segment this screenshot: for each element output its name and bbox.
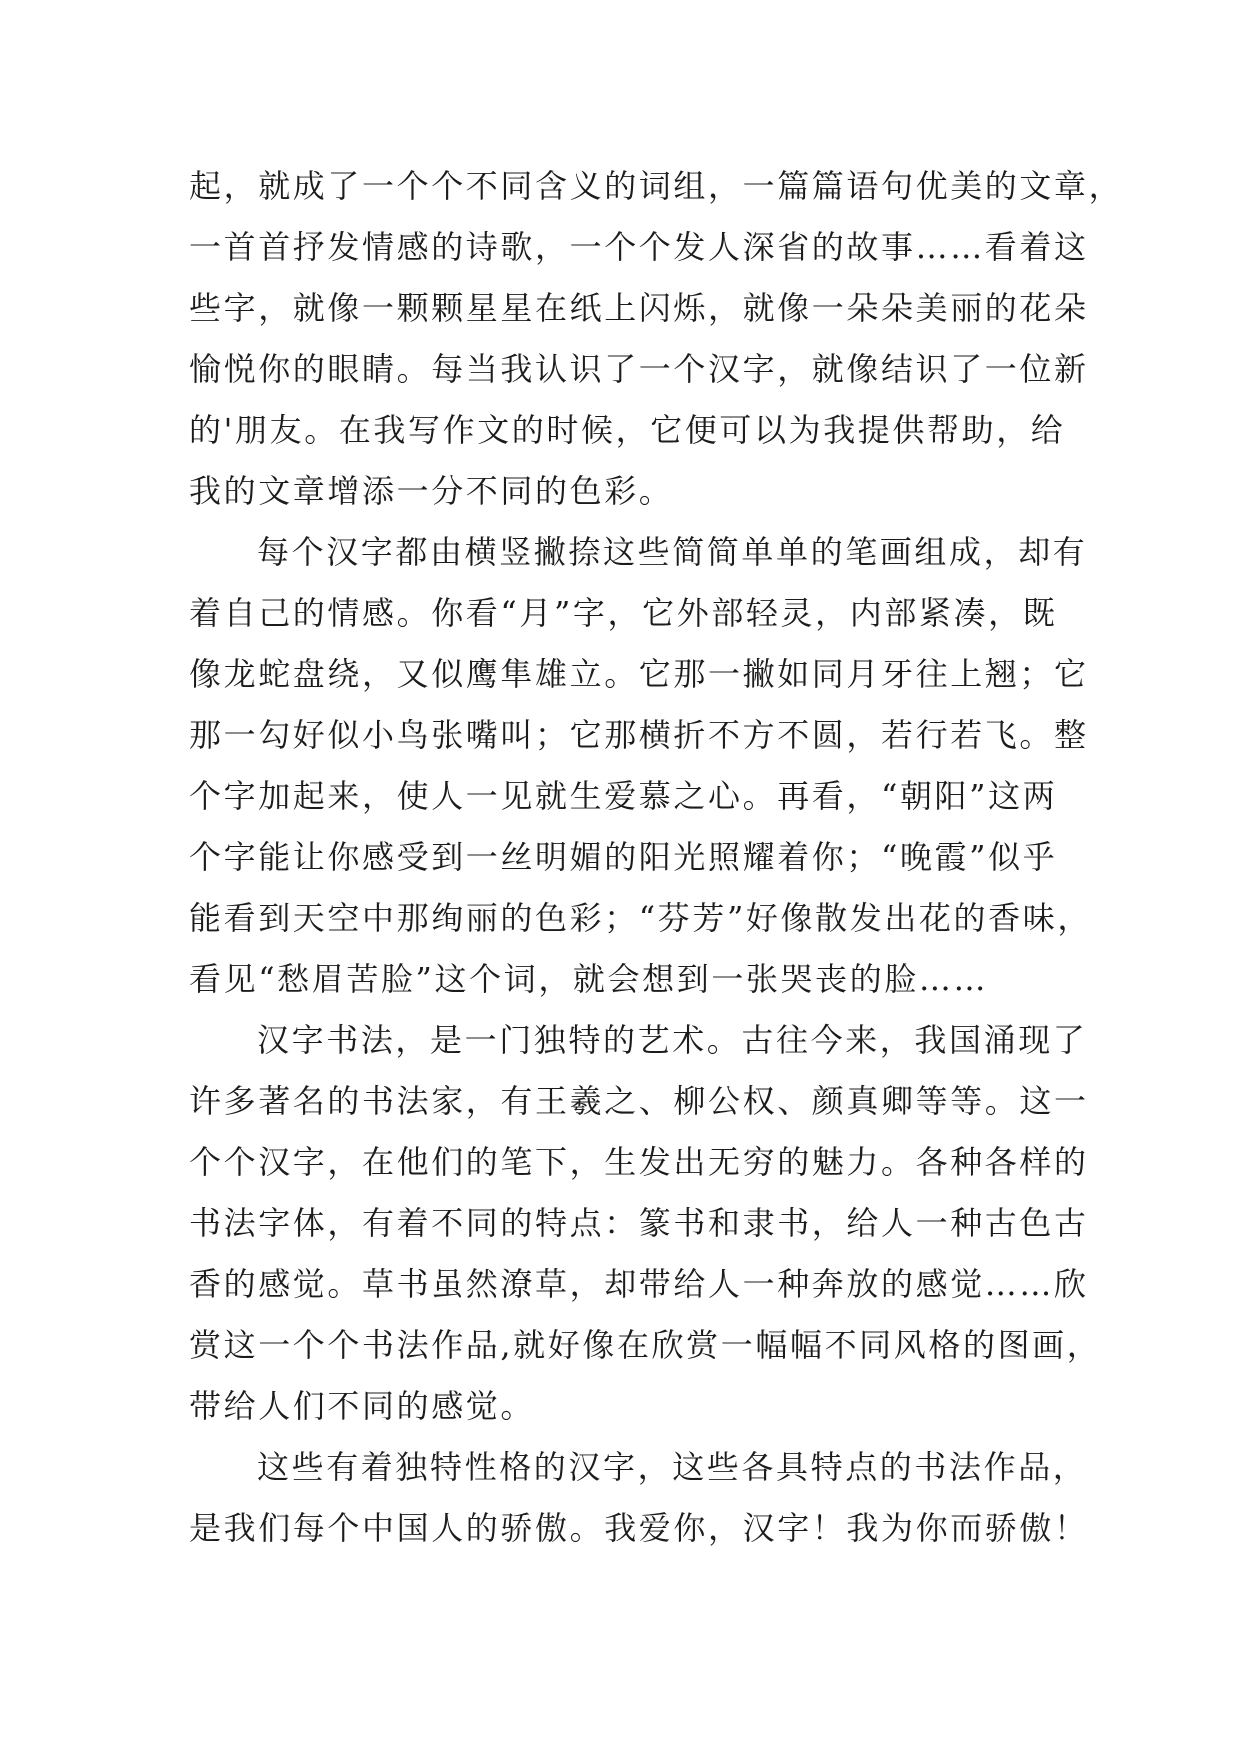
text-line: 个个汉字，在他们的笔下，生发出无穷的魅力。各种各样的 [189, 1143, 1089, 1181]
text-line: 着自己的情感。你看“月”字，它外部轻灵，内部紧凑，既 [189, 594, 1058, 632]
text-line: 看见“愁眉苦脸”这个词，就会想到一张哭丧的脸…… [189, 960, 989, 998]
document-body [189, 156, 1124, 1559]
text-line: 个字加起来，使人一见就生爱慕之心。再看，“朝阳”这两 [189, 777, 1058, 815]
paragraph-first-line: 汉字书法，是一门独特的艺术。古往今来，我国涌现了 [257, 1021, 1088, 1059]
text-line: 书法字体，有着不同的特点：篆书和隶书，给人一种古色古 [189, 1204, 1089, 1242]
text-line: 香的感觉。草书虽然潦草，却带给人一种奔放的感觉……欣 [189, 1265, 1089, 1303]
text-line: 些字，就像一颗颗星星在纸上闪烁，就像一朵朵美丽的花朵 [189, 289, 1089, 327]
text-line: 愉悦你的眼睛。每当我认识了一个汉字，就像结识了一位新 [189, 350, 1089, 388]
text-line: 起，就成了一个个不同含义的词组，一篇篇语句优美的文章， [189, 167, 1124, 205]
text-line: 的'朋友。在我写作文的时候，它便可以为我提供帮助，给 [189, 411, 1066, 449]
text-line: 我的文章增添一分不同的色彩。 [189, 472, 674, 510]
text-line: 赏这一个个书法作品,就好像在欣赏一幅幅不同风格的图画， [189, 1326, 1102, 1364]
text-line: 能看到天空中那绚丽的色彩；“芬芳”好像散发出花的香味， [189, 899, 1092, 937]
text-line: 是我们每个中国人的骄傲。我爱你，汉字！我为你而骄傲！ [189, 1509, 1089, 1547]
text-line: 像龙蛇盘绕，又似鹰隼雄立。它那一撇如同月牙往上翘；它 [189, 655, 1089, 693]
paragraph-first-line: 每个汉字都由横竖撇捺这些简简单单的笔画组成，却有 [257, 533, 1088, 571]
text-line: 一首首抒发情感的诗歌，一个个发人深省的故事……看着这 [189, 228, 1089, 266]
text-line: 许多著名的书法家，有王羲之、柳公权、颜真卿等等。这一 [189, 1082, 1089, 1120]
text-line: 带给人们不同的感觉。 [189, 1387, 536, 1425]
paragraph-first-line: 这些有着独特性格的汉字，这些各具特点的书法作品， [257, 1448, 1088, 1486]
text-line: 那一勾好似小鸟张嘴叫；它那横折不方不圆，若行若飞。整 [189, 716, 1089, 754]
text-line: 个字能让你感受到一丝明媚的阳光照耀着你；“晚霞”似乎 [189, 838, 1058, 876]
